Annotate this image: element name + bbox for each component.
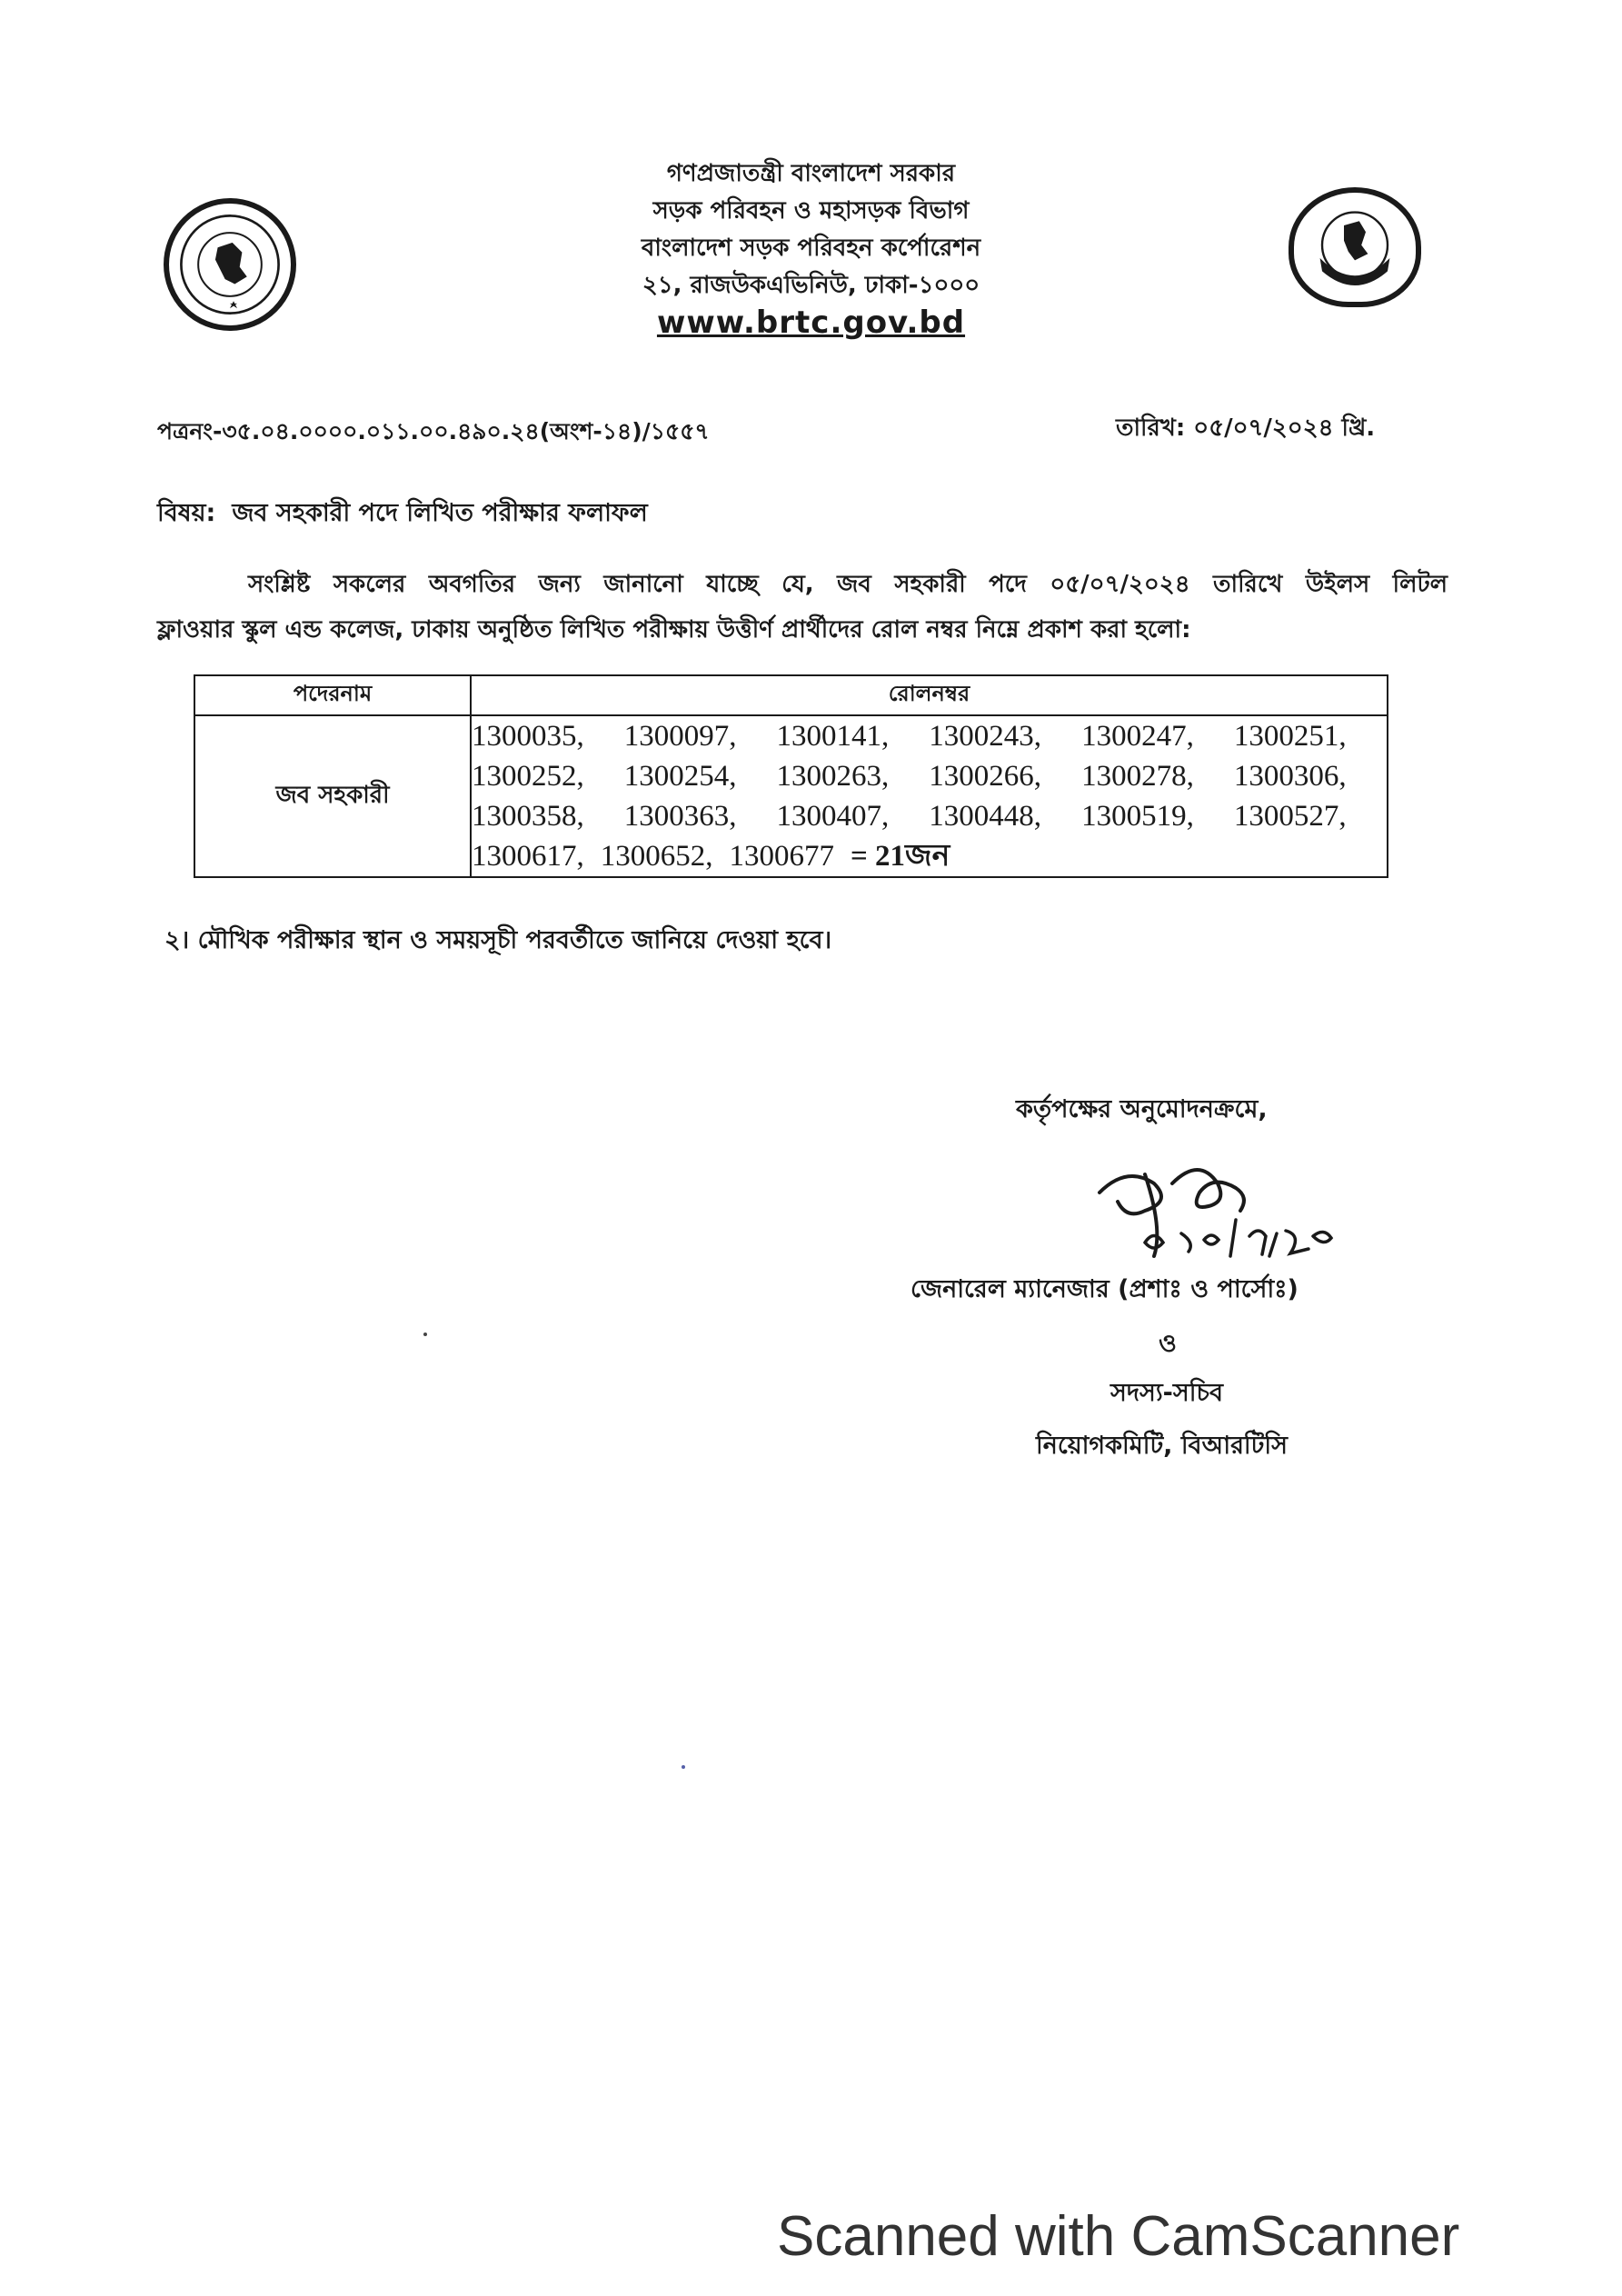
roll-number: 1300519, [1081, 800, 1194, 833]
roll-number: 1300306, [1233, 760, 1347, 793]
roll-number: 1300243, [929, 720, 1042, 753]
signatory-conjunction: ও [1159, 1330, 1177, 1358]
brtc-logo-icon [1289, 187, 1421, 307]
roll-number: 1300252, [472, 760, 584, 793]
roll-number: 1300141, [776, 720, 890, 753]
roll-number: 1300407, [776, 800, 890, 833]
roll-number: 1300617, [472, 840, 584, 873]
roll-number: 1300263, [776, 760, 890, 793]
header-line-division: সড়ক পরিবহন ও মহাসড়ক বিভাগ [652, 197, 970, 225]
post-name-cell: জব সহকারী [194, 715, 471, 877]
header-website: www.brtc.gov.bd [656, 304, 966, 341]
notice-paragraph [157, 562, 1448, 653]
scan-speck [682, 1765, 685, 1769]
paragraph-line-2: ফ্লাওয়ার স্কুল এন্ড কলেজ, ঢাকায় অনুষ্ঠিত লিখিত পরীক্ষায় উত্তীর্ণ প্রার্থীদের রোল নম্বর নিম্নে প্রকাশ করা হলো: [157, 616, 1191, 644]
roll-number: 1300266, [929, 760, 1042, 793]
approval-text: কর্তৃপক্ষের অনুমোদনক্রমে, [1016, 1095, 1268, 1123]
paragraph-line-1: সংশ্লিষ্ট সকলের অবগতির জন্য জানানো যাচ্ছে যে, জব সহকারী পদে ০৫/০৭/২০২৪ তারিখে উইলস লিটল [248, 571, 1448, 598]
handwritten-signature [1090, 1156, 1381, 1274]
memo-number: পত্রনং-৩৫.০৪.০০০০.০১১.০০.৪৯০.২৪(অংশ-১৪)/১৫৫৭ [157, 418, 710, 444]
government-seal-icon [164, 198, 296, 331]
document-date: তারিখ: ০৫/০৭/২০২৪ খ্রি. [1116, 414, 1376, 442]
roll-number: 1300254, [623, 760, 737, 793]
header-post-name: পদেরনাম [194, 675, 471, 715]
roll-number: 1300358, [472, 800, 584, 833]
roll-number: 1300035, [472, 720, 584, 753]
header-line-address: ২১, রাজউকএভিনিউ, ঢাকা-১০০০ [642, 272, 980, 299]
signatory-committee: নিয়োগকমিটি, বিআরটিসি [1036, 1432, 1288, 1460]
roll-numbers-cell [471, 715, 1388, 877]
roll-number: 1300448, [929, 800, 1042, 833]
table-row [194, 715, 1388, 877]
subject-line [157, 494, 648, 535]
roll-number: 1300652, [600, 840, 713, 873]
total-count: = 21জন [851, 840, 950, 873]
roll-number-list [472, 716, 1387, 876]
roll-number: 1300097, [623, 720, 737, 753]
signatory-member-secretary: সদস্য-সচিব [1110, 1379, 1224, 1407]
header-roll-number: রোলনম্বর [471, 675, 1388, 715]
subject-label: বিষয়: [157, 499, 216, 527]
result-table [194, 674, 1388, 878]
roll-number: 1300251, [1233, 720, 1347, 753]
roll-number: 1300363, [623, 800, 737, 833]
scanner-watermark: Scanned with CamScanner [777, 2205, 1460, 2268]
roll-number: 1300247, [1081, 720, 1194, 753]
table-header-row [194, 675, 1388, 715]
roll-number: 1300527, [1233, 800, 1347, 833]
subject-text: জব সহকারী পদে লিখিত পরীক্ষার ফলাফল [232, 499, 648, 527]
roll-number: 1300278, [1081, 760, 1194, 793]
header-line-government: গণপ্রজাতন্ত্রী বাংলাদেশ সরকার [666, 160, 956, 187]
header-line-corporation: বাংলাদেশ সড়ক পরিবহন কর্পোরেশন [641, 235, 981, 262]
scan-speck [423, 1333, 427, 1336]
signatory-designation: জেনারেল ম্যানেজার (প্রশাঃ ও পার্সোঃ) [911, 1275, 1299, 1303]
roll-number: 1300677 [729, 840, 834, 873]
viva-notice: ২। মৌখিক পরীক্ষার স্থান ও সময়সূচী পরবর্তীতে জানিয়ে দেওয়া হবে। [164, 926, 832, 954]
